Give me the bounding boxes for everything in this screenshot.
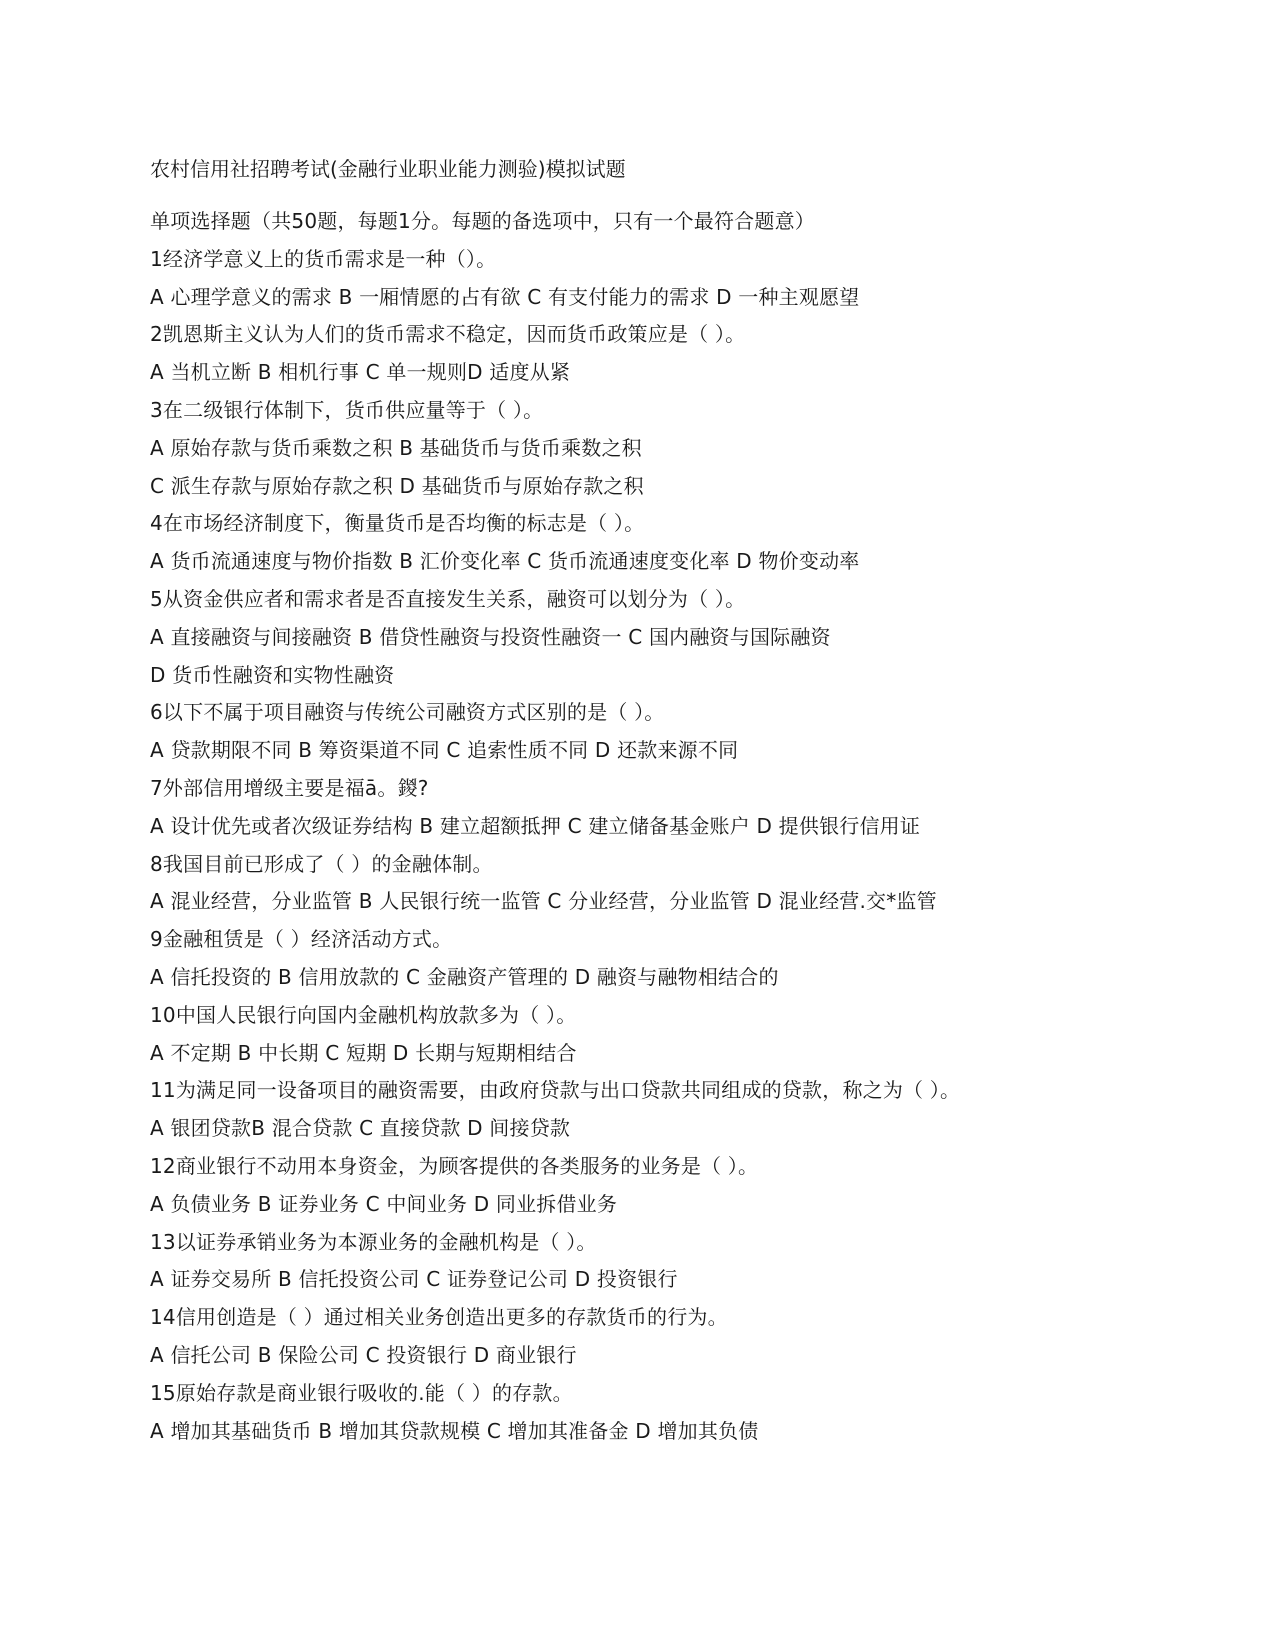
options-5-abc: A 直接融资与间接融资 B 借贷性融资与投资性融资一 C 国内融资与国际融资 xyxy=(150,624,831,649)
question-10: 10中国人民银行向国内金融机构放款多为（ ）。 xyxy=(150,1002,577,1027)
options-9: A 信托投资的 B 信用放款的 C 金融资产管理的 D 融资与融物相结合的 xyxy=(150,964,779,989)
options-3-ab: A 原始存款与货币乘数之积 B 基础货币与货币乘数之积 xyxy=(150,435,642,460)
question-section xyxy=(150,203,1210,1450)
options-5-d: D 货币性融资和实物性融资 xyxy=(150,662,395,687)
options-4: A 货币流通速度与物价指数 B 汇价变化率 C 货币流通速度变化率 D 物价变动率 xyxy=(150,549,860,574)
options-6: A 贷款期限不同 B 筹资渠道不同 C 追索性质不同 D 还款来源不同 xyxy=(150,738,739,763)
options-1: A 心理学意义的需求 B 一厢情愿的占有欲 C 有支付能力的需求 D 一种主观愿望 xyxy=(150,284,860,309)
question-7: 7外部信用增级主要是福ā。鍐? xyxy=(150,775,429,800)
question-5: 5从资金供应者和需求者是否直接发生关系，融资可以划分为（ ）。 xyxy=(150,586,746,611)
question-6: 6以下不属于项目融资与传统公司融资方式区别的是（ ）。 xyxy=(150,700,665,725)
options-7: A 设计优先或者次级证券结构 B 建立超额抵押 C 建立储备基金账户 D 提供银行信用证 xyxy=(150,813,921,838)
options-2: A 当机立断 B 相机行事 C 单一规则D 适度从紧 xyxy=(150,360,571,385)
question-9: 9金融租赁是（ ）经济活动方式。 xyxy=(150,927,453,952)
question-11: 11为满足同一设备项目的融资需要，由政府贷款与出口贷款共同组成的贷款，称之为（ ）。 xyxy=(150,1078,961,1103)
question-4: 4在市场经济制度下，衡量货币是否均衡的标志是（ ）。 xyxy=(150,511,645,536)
document-title: 农村信用社招聘考试(金融行业职业能力测验)模拟试题 xyxy=(150,157,626,181)
options-11: A 银团贷款B 混合贷款 C 直接贷款 D 间接贷款 xyxy=(150,1116,571,1141)
options-10: A 不定期 B 中长期 C 短期 D 长期与短期相结合 xyxy=(150,1040,577,1065)
options-13: A 证券交易所 B 信托投资公司 C 证券登记公司 D 投资银行 xyxy=(150,1267,678,1292)
question-12: 12商业银行不动用本身资金，为顾客提供的各类服务的业务是（ ）。 xyxy=(150,1153,759,1178)
question-13: 13以证券承销业务为本源业务的金融机构是（ ）。 xyxy=(150,1229,597,1254)
question-8: 8我国目前已形成了（ ）的金融体制。 xyxy=(150,851,493,876)
question-2: 2凯恩斯主义认为人们的货币需求不稳定，因而货币政策应是（ ）。 xyxy=(150,322,746,347)
options-3-cd: C 派生存款与原始存款之积 D 基础货币与原始存款之积 xyxy=(150,473,644,498)
question-1: 1经济学意义上的货币需求是一种（）。 xyxy=(150,246,497,271)
options-8: A 混业经营，分业监管 B 人民银行统一监管 C 分业经营，分业监管 D 混业经营.交*监管 xyxy=(150,889,937,914)
question-15: 15原始存款是商业银行吸收的.能（ ）的存款。 xyxy=(150,1380,573,1405)
options-14: A 信托公司 B 保险公司 C 投资银行 D 商业银行 xyxy=(150,1342,577,1367)
exam-document xyxy=(150,152,1210,1450)
options-12: A 负债业务 B 证券业务 C 中间业务 D 同业拆借业务 xyxy=(150,1191,618,1216)
question-3: 3在二级银行体制下，货币供应量等于（ ）。 xyxy=(150,397,544,422)
options-15: A 增加其基础货币 B 增加其贷款规模 C 增加其准备金 D 增加其负债 xyxy=(150,1418,759,1443)
section-header: 单项选择题（共50题，每题1分。每题的备选项中，只有一个最符合题意） xyxy=(150,209,815,233)
question-14: 14信用创造是（ ）通过相关业务创造出更多的存款货币的行为。 xyxy=(150,1305,728,1330)
